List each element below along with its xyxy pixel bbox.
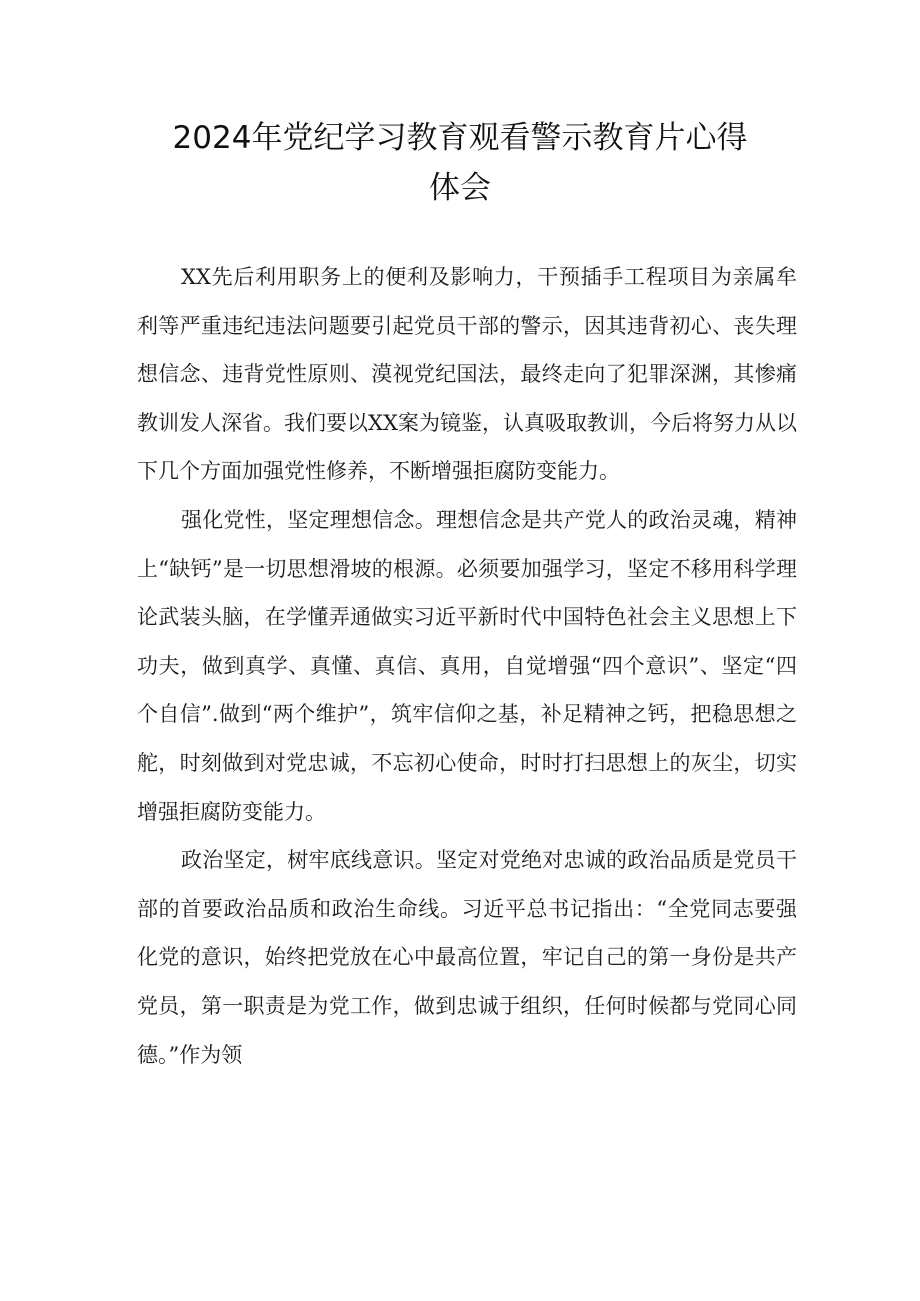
document-title-line-1: 2024年党纪学习教育观看警示教育片心得 bbox=[172, 120, 748, 156]
document-title-line-2: 体会 bbox=[429, 170, 491, 206]
paragraph-3: 政治坚定，树牢底线意识。坚定对党绝对忠诚的政治品质是党员干部的首要政治品质和政治生命线。习近平总书记指出：“全党同志要强化党的意识，始终把党放在心中最高位置，牢记自己的第一身份是共产党员，第一职责是为党工作，做到忠诚于组织，任何时候都与党同心同德。”作为领 bbox=[137, 848, 797, 1067]
paragraph-2: 强化党性，坚定理想信念。理想信念是共产党人的政治灵魂，精神上“缺钙”是一切思想滑坡的根源。必须要加强学习，坚定不移用科学理论武装头脑，在学懂弄通做实习近平新时代中国特色社会主义思想上下功夫，做到真学、真懂、真信、真用，自觉增强“四个意识”、坚定“四个自信”.做到“两个维护”，筑牢信仰之基，补足精神之钙，把稳思想之舵，时刻做到对党忠诚，不忘初心使命，时时打扫思想上的灰尘，切实增强拒腐防变能力。 bbox=[137, 507, 797, 824]
document-body bbox=[137, 253, 797, 1079]
paragraph-1: XX先后利用职务上的便利及影响力，干预插手工程项目为亲属牟利等严重违纪违法问题要引起党员干部的警示，因其违背初心、丧失理想信念、违背党性原则、漠视党纪国法，最终走向了犯罪深渊，其惨痛教训发人深省。我们要以XX案为镜鉴，认真吸取教训，今后将努力从以下几个方面加强党性修养，不断增强拒腐防变能力。 bbox=[137, 265, 797, 484]
